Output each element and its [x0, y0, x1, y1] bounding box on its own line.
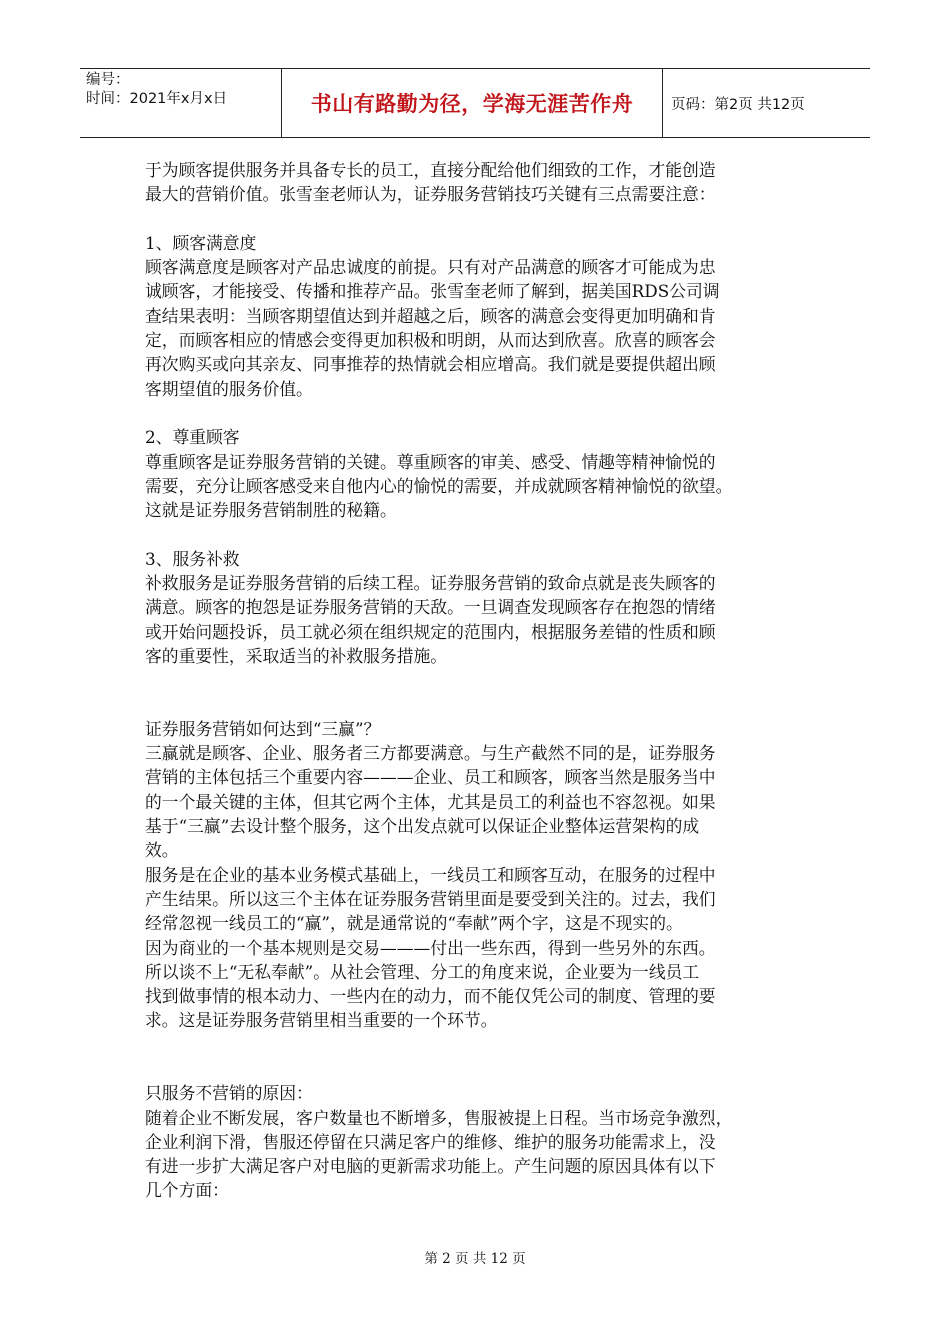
- blank-line: [145, 207, 807, 231]
- text-line: 于为顾客提供服务并具备专长的员工，直接分配给他们细致的工作，才能创造: [145, 160, 716, 180]
- blank-line: [145, 668, 807, 692]
- text-line: 求。这是证券服务营销里相当重要的一个环节。: [145, 1010, 498, 1031]
- text-line: 因为商业的一个基本规则是交易———付出一些东西，得到一些另外的东西。: [145, 937, 716, 958]
- text-line: 2、尊重顾客: [145, 427, 240, 448]
- text-line: 或开始问题投诉，员工就必须在组织规定的范围内，根据服务差错的性质和顾: [145, 621, 716, 642]
- text-line: 查结果表明：当顾客期望值达到并超越之后，顾客的满意会变得更加明确和肯: [145, 305, 716, 326]
- text-line: 尊重顾客是证券服务营销的关键。尊重顾客的审美、感受、情趣等精神愉悦的: [145, 451, 716, 472]
- text-line: 这就是证券服务营销制胜的秘籍。: [145, 500, 397, 521]
- text-line: 满意。顾客的抱怨是证券服务营销的天敌。一旦调查发现顾客存在抱怨的情绪: [145, 597, 716, 618]
- text-line: 只服务不营销的原因：: [145, 1083, 313, 1104]
- text-line: 营销的主体包括三个重要内容———企业、员工和顾客，顾客当然是服务当中: [145, 767, 716, 788]
- text-line: 证券服务营销如何达到“三赢”？: [145, 718, 381, 739]
- text-line: 最大的营销价值。张雪奎老师认为，证券服务营销技巧关键有三点需要注意：: [145, 184, 716, 205]
- text-line: 服务是在企业的基本业务模式基础上，一线员工和顾客互动，在服务的过程中: [145, 864, 716, 885]
- text-line: 经常忽视一线员工的“赢”，就是通常说的“奉献”两个字，这是不现实的。: [145, 913, 683, 934]
- text-line: 顾客满意度是顾客对产品忠诚度的前提。只有对产品满意的顾客才可能成为忠: [145, 257, 716, 278]
- blank-line: [145, 693, 807, 717]
- blank-line: [145, 522, 807, 546]
- text-line: 效。: [145, 840, 179, 861]
- text-line: 诚顾客，才能接受、传播和推荐产品。张雪奎老师了解到，据美国RDS公司调: [145, 281, 720, 302]
- text-line: 随着企业不断发展，客户数量也不断增多，售服被提上日程。当市场竞争激烈，: [145, 1107, 733, 1128]
- text-line: 基于“三赢”去设计整个服务，这个出发点就可以保证企业整体运营架构的成: [145, 816, 700, 837]
- text-line: 需要，充分让顾客感受来自他内心的愉悦的需要，并成就顾客精神愉悦的欲望。: [145, 475, 733, 496]
- text-line: 客的重要性，采取适当的补救服务措施。: [145, 645, 448, 666]
- text-line: 的一个最关键的主体，但其它两个主体，尤其是员工的利益也不容忽视。如果: [145, 791, 716, 812]
- text-line: 所以谈不上“无私奉献”。从社会管理、分工的角度来说，企业要为一线员工: [145, 961, 700, 982]
- text-line: 找到做事情的根本动力、一些内在的动力，而不能仅凭公司的制度、管理的要: [145, 986, 716, 1007]
- text-line: 定，而顾客相应的情感会变得更加积极和明朗，从而达到欣喜。欣喜的顾客会: [145, 330, 716, 351]
- text-line: 补救服务是证券服务营销的后续工程。证券服务营销的致命点就是丧失顾客的: [145, 573, 716, 594]
- page-footer: 第 2 页 共 12 页: [424, 1251, 526, 1267]
- header-motto: 书山有路勤为径，学海无涯苦作舟: [282, 69, 663, 137]
- time-label: 时间：2021年x月x日: [86, 91, 228, 107]
- page-header: [80, 68, 870, 138]
- blank-line: [145, 1033, 807, 1057]
- text-line: 有进一步扩大满足客户对电脑的更新需求功能上。产生问题的原因具体有以下: [145, 1156, 716, 1177]
- blank-line: [145, 1057, 807, 1081]
- text-line: 三赢就是顾客、企业、服务者三方都要满意。与生产截然不同的是，证券服务: [145, 743, 716, 764]
- text-line: 再次购买或向其亲友、同事推荐的热情就会相应增高。我们就是要提供超出顾: [145, 354, 716, 375]
- text-line: 产生结果。所以这三个主体在证券服务营销里面是要受到关注的。过去，我们: [145, 888, 716, 909]
- header-meta: [80, 69, 282, 137]
- header-page-info: 页码：第2页 共12页: [671, 96, 805, 113]
- document-body: [145, 158, 807, 1203]
- number-label: 编号：: [86, 72, 130, 88]
- text-line: 客期望值的服务价值。: [145, 378, 313, 399]
- blank-line: [145, 401, 807, 425]
- text-line: 几个方面：: [145, 1180, 229, 1201]
- text-line: 企业利润下滑，售服还停留在只满足客户的维修、维护的服务功能需求上，没: [145, 1131, 716, 1152]
- text-line: 1、顾客满意度: [145, 232, 257, 253]
- text-line: 3、服务补救: [145, 548, 240, 569]
